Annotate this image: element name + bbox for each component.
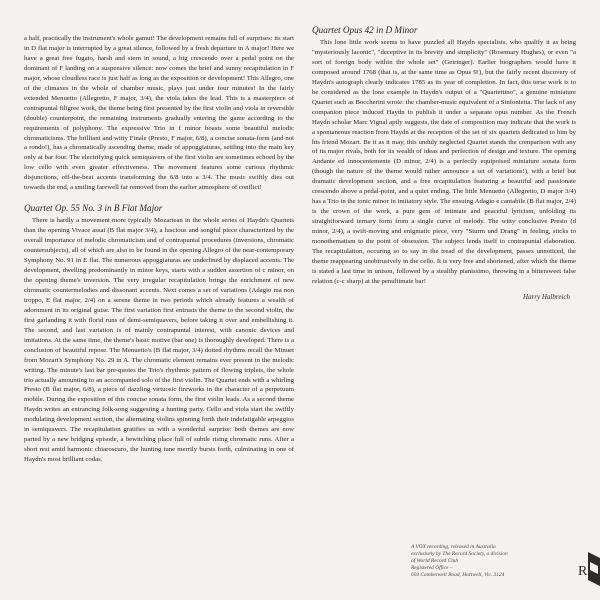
- section-heading-op42: Quartet Opus 42 in D Minor: [312, 25, 418, 35]
- op55-paragraph: There is hardly a movement more typically Mozartean in the whole series of Haydn's Quartets than the opening Vivace assai (B flat major 3/4), a luscious and songful piece characterized by the overall importance of melodic chromaticism and of contrapuntal procedures (inversions, chromatic countersubjects), all of which are also to be found in the opening Allegro of the near-contemporary Symphony No. 91 in E flat. The numerous appoggiaturas are underlined by displaced accents. The development, dwelling predominantly in minor keys, starts with a sudden assertion of c minor, on the opening theme's inversion. The very irregular recapitulation brings the enrichment of new chromatic countermelodies and dissonant accents. Next comes a set of variations (Adagio ma non troppo, E flat major, 2/4) on a serene theme in two periods which already features a wealth of adornment in its original guise. The first variation first entrusts the theme to the second violin, the first garlanding it with florid runs of demi-semiquavers, before taking it over and embellishing it. The second, and last variation is of mainly contrapuntal interest, with canonic devices and imitations. At the same time, the theme's basic motive (bar one) is thoroughly developed. There is a conclusion of beautiful repose. The Menuetto's (B flat major, 3/4) dotted rhythms recall the Minuet from Mozart's Symphony No. 29 in A. The chromatic element remains ever present in the melodic writing. The minute's last bar pre-quotes the Trio's rhythmic pattern of flowing triplets, the whole trio actually amounting to an accompanied solo of the first violin. The Quartet ends with a whirling Presto (B flat major, 6/8), a piece of dazzling virtuosic fireworks in the character of a perpetuum mobile. During the exposition of this concise sonata form, the first violin leads. As a second theme Haydn writes an entrancing folk-song suggesting a hunting party. Cello and viola start the swiftly modulating development section, the alternating violins spinning forth their indefatigable arpeggios in semiquavers. The recapitulation gratifies us with a wonderful surprise: both themes are now parted by a new bridging episode, a bewitching place full of subtle rising chromatic runs. After a short rest amid harmonic chiaroscuro, the hunting tune merrily bursts forth, culminating in one of Haydn's most brilliant codas.: [24, 217, 294, 464]
- publisher-line: exclusively by The Record Society, a division: [411, 551, 508, 558]
- left-column: [24, 34, 294, 465]
- publisher-line: A VOX recording, released in Australia: [411, 544, 496, 550]
- logo-graphic: [577, 546, 600, 592]
- right-column: [312, 24, 576, 303]
- publisher-line: of World Record Club: [411, 558, 459, 565]
- publisher-note: [411, 544, 561, 579]
- section-heading-op55: Quartet Op. 55 No. 3 in B Flat Major: [24, 203, 163, 214]
- intro-paragraph: a half, practically the instrument's whole gamut! The development remains full of surprises: its start in D flat major is interrupted by a great silence, followed by a fresh departure in A major! Here we have a great free fugato, harsh and stern in sound, a big crescendo over a pedal point on the dominant of F landing on a suspensive silence: now comes the brief and sunny recapitulation in F major, whose cloudless race is just half as long as the exposition or development! This Allegro, one of the climaxes in the whole of chamber music, plays just under four minutes! In the fairly extended Menuetto (Allegretto, F major, 3/4), the viola takes the lead. This is a masterpiece of contrapuntal filigree work, the theme being first presented by the first violin and viola in reversible (double) counterpoint, the remaining instruments gradually entering the game according to the requirements of polyphony. The expressive Trio in f minor boasts some beautiful melodic chromaticisms. The brilliant and witty Finale (Presto, F major, 6/8), a concise sonata-form (and not a rondo!), has a chromatically ascending theme, made of appoggiaturas, settling into the main key only at bar four. The electrifying quick semiquavers of the first violin are sometimes echoed by the low cello with even greater effectiveness. The movement features some curious rhythmic disjunctions, off-the-beat accents transforming the 6/8 into a 3/4. The music swiftly dies out towards the end, a smiling farewell far removed from the earlier atmosphere of conflict!: [24, 35, 294, 192]
- op42-paragraph: This lone little work seems to have puzzled all Haydn specialists, who qualify it as being "mysteriously laconic", "deceptive in its brevity and simplicity" (Rosemary Hughes), or even "a sort of foreign body within the whole set" (Geiringer). Earlier biographers would have it composed around 1768 (that is, at the same time as Opus 9!), but the fairly recent discovery of Haydn's autograph clearly indicates 1785 as its year of completion. In fact, this terse work is to be considered as the lone example in Haydn's output of a "Quartettino", a genuine miniature Quartet such as Boccherini wrote: the chamber-music equivalent of a Sinfonietta. The lack of any companion piece induced Haydn to publish it under a separate opus number. As the French Haydn scholar Marc Vignal aptly suggests, the date of composition may indicate that the work is a spontaneous reaction from Haydn at the reception of the set of six quartets dedicated to him by his friend Mozart. Be it as it may, this unduly neglected Quartet stands the comparison with any of its major rivals, both for its wealth of ideas and perfection of design and texture. The opening Andante ed innocentemente (D minor, 2/4) is a perfectly equipoised miniature sonata form (though the nature of the theme would rather announce a set of variations!), with a brief but dramatic development section, and a free recapitulation featuring a beautiful and passionate crescendo above a pedal-point, and a quiet ending. The little Menuetto (Allegretto, D major 3/4) has a Trio in the tonic minor in imitatory style. The ensuing Adagio e cantabile (B flat major, 2/4) is the crown of the work, a pure gem of intimate and peaceful lyricism, unfolding its straightforward ternary form from a single curve of melody. The witty conclusive Presto (d minor, 2/4), a swift-moving and enigmatic piece, very "Sturm und Drang" in feeling, sticks to monothematism to the point of obsession. The subject lends itself to contrapuntal elaboration. The recapitulation, occuring so to say in the tread of the development, passes unnoticed, the theme reappearing unobtrusively in the cello. It is very free and shortened, after which the theme is stated a last time in unison, followed by a stealthy pianissimo, throwing in a bittersweet false relation (c-c sharp) at the penultimate bar!: [312, 39, 576, 285]
- record-society-logo-icon: [577, 546, 600, 592]
- author-signature: Harry Halbreich: [523, 292, 570, 301]
- logo-letter: R: [578, 564, 588, 579]
- publisher-line: 603 Camberwell Road, Hartwell, Vic. 3124: [411, 572, 505, 579]
- publisher-line: Registered Office –: [411, 565, 453, 572]
